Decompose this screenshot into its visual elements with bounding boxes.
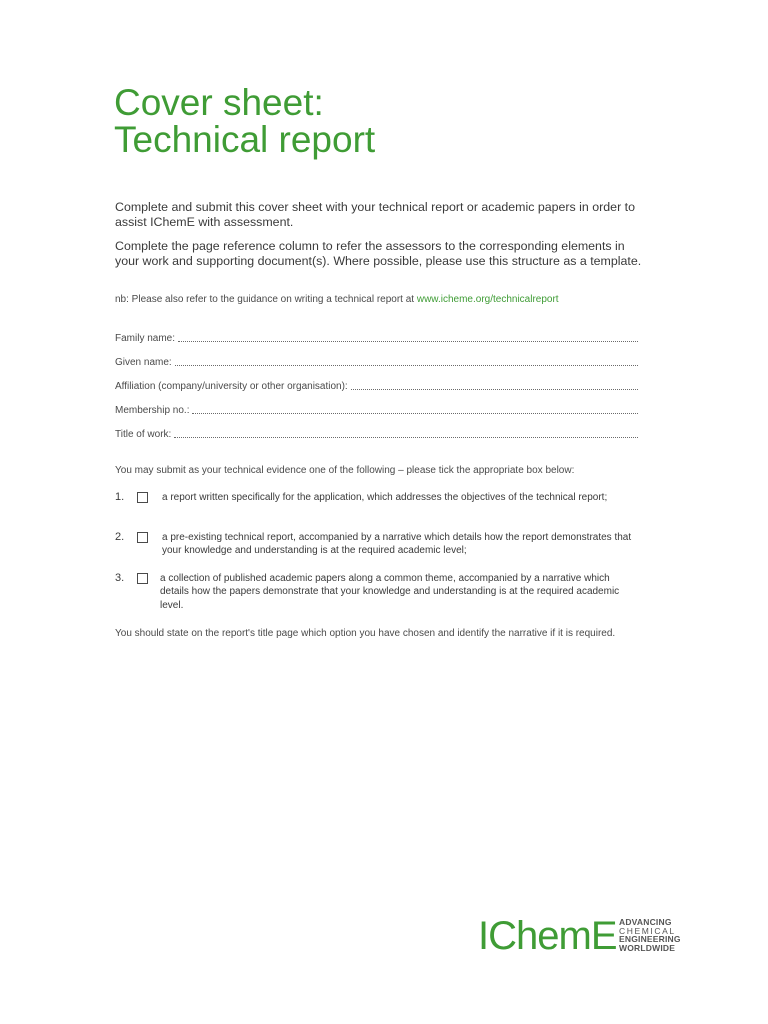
option-number: 3.	[115, 572, 125, 584]
tagline-line: CHEMICAL	[619, 925, 676, 936]
intro-paragraph-1: Complete and submit this cover sheet with your technical report or academic papers in order to assist IChemE with assessment.	[115, 200, 635, 229]
guidance-note	[115, 293, 655, 306]
membership-number-line[interactable]	[192, 412, 638, 414]
logo-wordmark: IChemE	[478, 914, 617, 958]
family-name-field[interactable]	[115, 331, 638, 345]
option-text: a pre-existing technical report, accompanied by a narrative which details how the report demonstrates that your knowledge and understanding is at the required academic level;	[162, 532, 632, 557]
option-number: 1.	[115, 491, 125, 503]
option-1-checkbox[interactable]	[137, 492, 148, 503]
title-of-work-label: Title of work:	[115, 429, 172, 440]
logo-tagline	[619, 918, 683, 952]
closing-instructions: You should state on the report's title page which option you have chosen and identify the narrative if it is required.	[115, 628, 616, 639]
page-title	[114, 84, 375, 158]
family-name-line[interactable]	[178, 340, 638, 342]
title-line-2: Technical report	[114, 119, 376, 160]
option-number: 2.	[115, 531, 125, 543]
title-of-work-line[interactable]	[174, 436, 638, 438]
guidance-link[interactable]: www.icheme.org/technicalreport	[416, 294, 559, 305]
family-name-label: Family name:	[115, 333, 176, 344]
membership-number-label: Membership no.:	[115, 405, 190, 416]
option-3-checkbox[interactable]	[137, 573, 148, 584]
affiliation-field[interactable]	[115, 379, 638, 393]
affiliation-label: Affiliation (company/university or other organisation):	[115, 381, 348, 392]
option-text: a collection of published academic papers along a common theme, accompanied by a narrative which details how the papers demonstrate that your knowledge and understanding is at the required academic level.	[160, 573, 620, 611]
given-name-field[interactable]	[115, 355, 638, 369]
tagline-line: ENGINEERING	[619, 934, 681, 944]
title-line-1: Cover sheet:	[114, 82, 324, 123]
icheme-logo	[478, 916, 688, 956]
membership-number-field[interactable]	[115, 403, 638, 417]
given-name-label: Given name:	[115, 357, 172, 368]
submission-instructions: You may submit as your technical evidence one of the following – please tick the appropriate box below:	[115, 465, 575, 476]
affiliation-line[interactable]	[351, 388, 638, 390]
given-name-line[interactable]	[175, 364, 638, 366]
guidance-note-text: nb: Please also refer to the guidance on writing a technical report at	[115, 294, 417, 305]
tagline-line: ADVANCING	[619, 917, 672, 927]
title-of-work-field[interactable]	[115, 427, 638, 441]
tagline-line: WORLDWIDE	[619, 942, 676, 953]
intro-paragraph-2: Complete the page reference column to refer the assessors to the corresponding elements in your work and supporting document(s). Where possible, please use this structure as a template.	[115, 239, 642, 268]
option-text: a report written specifically for the application, which addresses the objectives of the technical report;	[162, 492, 608, 503]
option-2-checkbox[interactable]	[137, 532, 148, 543]
